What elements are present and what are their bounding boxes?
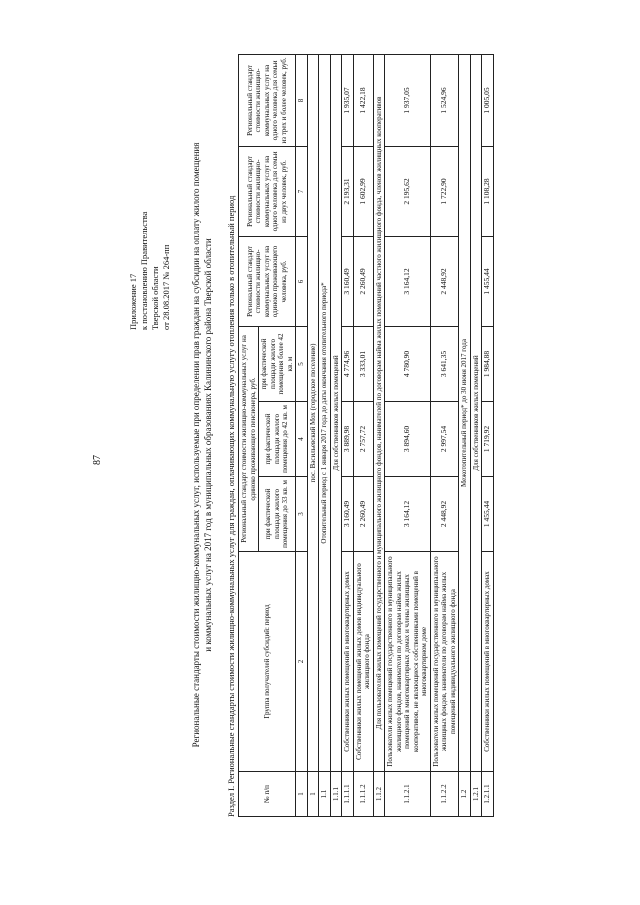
- row-number: 1.2: [459, 772, 471, 817]
- group-caption: Для собственников жилых помещений: [470, 54, 482, 771]
- header-pens-42: при фактической площади жилого помещения до 42 кв. м: [259, 402, 296, 477]
- appendix-line: Приложение 17: [128, 273, 138, 330]
- header-group: Группа получателей субсидий: период: [239, 552, 296, 772]
- cell-value: 1 005,05: [482, 54, 494, 146]
- row-number: 1.2.1.1: [482, 772, 494, 817]
- settlement-row: [307, 54, 319, 816]
- row-number: 1.1.1.2: [353, 772, 373, 817]
- cell-value: 2 997,54: [430, 402, 459, 477]
- row-name: Собственники жилых помещений в многоквартирных домах: [482, 552, 494, 772]
- period-caption: Межотопительный период* до 30 июня 2017 года: [459, 54, 471, 771]
- cell-value: 2 193,31: [342, 146, 354, 236]
- group-row: [470, 54, 482, 816]
- row-number: 1.1.2: [373, 772, 385, 817]
- column-number: 1: [296, 772, 308, 817]
- table-row: [482, 54, 494, 816]
- period-caption: Отопительный период с 1 января 2017 года до даты окончания отопительного периода*: [319, 54, 331, 771]
- table-row: [430, 54, 459, 816]
- column-number: 7: [296, 146, 308, 236]
- cell-value: 3 164,12: [385, 236, 431, 326]
- column-number: 5: [296, 326, 308, 401]
- column-number: 3: [296, 477, 308, 552]
- cell-value: 3 641,35: [430, 326, 459, 401]
- cell-value: 4 774,96: [342, 326, 354, 401]
- cell-value: 2 448,92: [430, 236, 459, 326]
- cell-value: 1 455,44: [482, 477, 494, 552]
- cell-value: 3 894,60: [385, 402, 431, 477]
- period-row: [459, 54, 471, 816]
- cell-value: 1 984,88: [482, 326, 494, 401]
- cell-value: 2 448,92: [430, 477, 459, 552]
- header-pensioner: Региональный стандарт стоимости жилищно-коммунальных услуг на одиноко проживающего пенсионера, руб.: [239, 326, 259, 551]
- header-num: № п/п: [239, 772, 296, 817]
- row-name: Пользователи жилых помещений государственного и муниципального жилищных фондов, наниматели по договорам найма жилых помещений индивидуального жилищного фонда: [430, 552, 459, 772]
- cell-value: 3 889,98: [342, 402, 354, 477]
- group-row: [330, 54, 342, 816]
- row-number: 1.1.2.2: [430, 772, 459, 817]
- appendix-block: [128, 110, 172, 330]
- cell-value: 1 722,90: [430, 146, 459, 236]
- row-number: 1.1: [319, 772, 331, 817]
- group-caption: Для собственников жилых помещений: [330, 54, 342, 771]
- row-name: Собственники жилых помещений жилых домов индивидуального жилищного фонда: [353, 552, 373, 772]
- standards-table: [238, 54, 494, 817]
- period-row: [319, 54, 331, 816]
- title-line: и коммунальных услуг на 2017 год в муниципальных образованиях Калининского района Тверской области: [203, 238, 213, 652]
- cell-value: 2 260,49: [353, 477, 373, 552]
- column-number: 2: [296, 552, 308, 772]
- header-pens-33: при фактической площади жилого помещения до 33 кв. м: [259, 477, 296, 552]
- header-one: Региональный стандарт стоимости жилищно-коммунальных услуг на одиноко проживающего человека, руб.: [239, 236, 296, 326]
- cell-value: 1 719,92: [482, 402, 494, 477]
- cell-value: 4 780,90: [385, 326, 431, 401]
- row-number: 1.1.1.1: [342, 772, 354, 817]
- row-number: 1.2.1: [470, 772, 482, 817]
- row-name: Пользователи жилых помещений государственного и муниципального жилищного фондов, наниматели по договорам найма жилых помещений в многоквартирных домах и члены жилищных кооперативов, не являющиеся собственниками помещений в многоквартирном доме: [385, 552, 431, 772]
- cell-value: 2 260,49: [353, 236, 373, 326]
- group-row: [373, 54, 385, 816]
- header-three: Региональный стандарт стоимости жилищно-коммунальных услуг на одного человека для семьи из трех и более человек, руб.: [239, 54, 296, 146]
- column-number: 4: [296, 402, 308, 477]
- document-title: [190, 115, 214, 775]
- column-number-row: [296, 54, 308, 816]
- cell-value: 1 937,05: [385, 54, 431, 146]
- group-caption: Для пользователей жилых помещений государственного и муниципального жилищного фондов, нанимателей по договорам найма жилых помещений частного жилищного фонда, членов жилищных кооперативов: [373, 54, 385, 771]
- title-line: Региональные стандарты стоимости жилищно-коммунальных услуг, используемые при определении прав граждан на субсидии на оплату жилого помещения: [191, 142, 201, 748]
- table-row: [353, 54, 373, 816]
- row-number: 1: [307, 772, 319, 817]
- row-number: 1.1.2.1: [385, 772, 431, 817]
- section-title: Раздел I. Региональные стандарты стоимости жилищно-коммунальных услуг для граждан, оплачивающих коммунальную услугу отопления только в отопительный период: [226, 195, 236, 817]
- appendix-line: к постановлению Правительства: [139, 211, 149, 330]
- table-row: [385, 54, 431, 816]
- header-pens-more42: при фактической площади жилого помещения более 42 кв. м: [259, 326, 296, 401]
- cell-value: 1 455,44: [482, 236, 494, 326]
- column-number: 6: [296, 236, 308, 326]
- settlement-name: пос. Васильевский Мох (городское поселение): [307, 54, 319, 771]
- cell-value: 1 422,18: [353, 54, 373, 146]
- cell-value: 2 757,72: [353, 402, 373, 477]
- cell-value: 3 160,49: [342, 236, 354, 326]
- column-number: 8: [296, 54, 308, 146]
- cell-value: 2 195,62: [385, 146, 431, 236]
- cell-value: 1 524,96: [430, 54, 459, 146]
- row-number: 1.1.1: [330, 772, 342, 817]
- row-name: Собственники жилых помещений в многоквартирных домах: [342, 552, 354, 772]
- appendix-line: Тверской области: [150, 266, 160, 330]
- header-row: [239, 54, 259, 816]
- cell-value: 1 602,99: [353, 146, 373, 236]
- table-row: [342, 54, 354, 816]
- appendix-line: от 28.08.2017 № 264-пп: [161, 244, 171, 330]
- cell-value: 1 935,07: [342, 54, 354, 146]
- cell-value: 1 108,28: [482, 146, 494, 236]
- header-two: Региональный стандарт стоимости жилищно-коммунальных услуг на одного человека для семьи из двух человек, руб.: [239, 146, 296, 236]
- page-number: 87: [92, 455, 103, 465]
- cell-value: 3 333,01: [353, 326, 373, 401]
- cell-value: 3 164,12: [385, 477, 431, 552]
- cell-value: 3 160,49: [342, 477, 354, 552]
